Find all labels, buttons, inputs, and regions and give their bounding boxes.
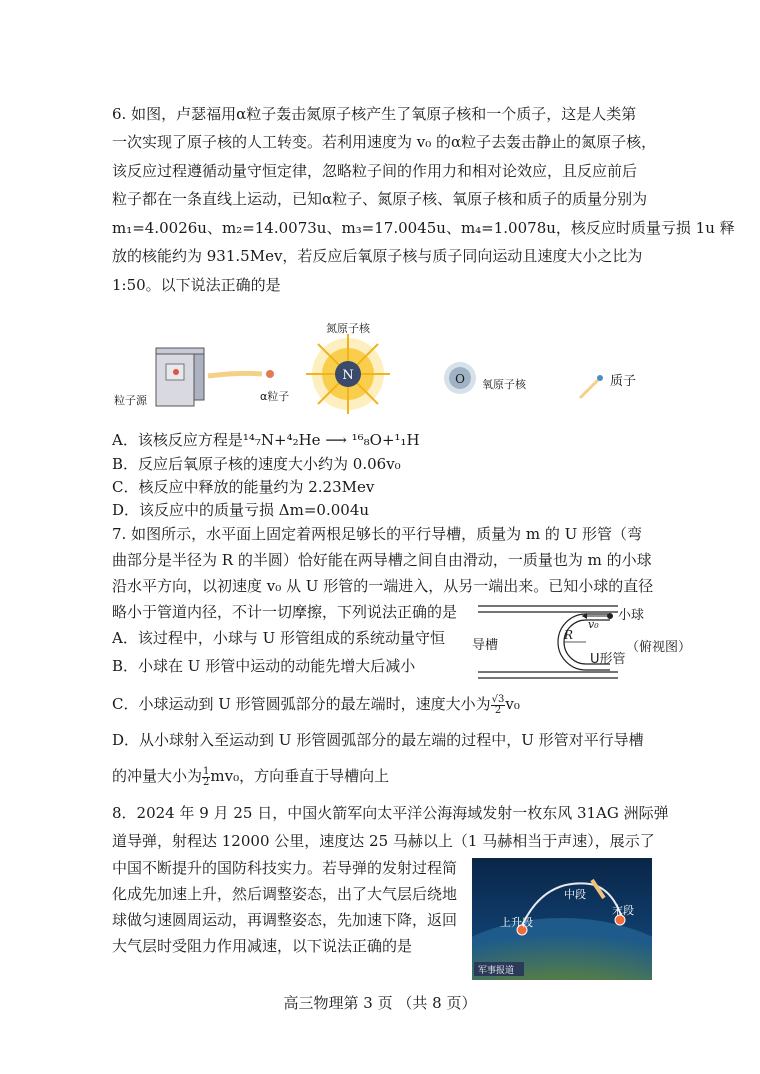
- q7-option-b: B．小球在 U 形管中运动的动能先增大后减小: [112, 657, 416, 675]
- q8-figure-svg: [472, 858, 652, 980]
- nitrogen-label: 氮原子核: [326, 322, 370, 335]
- q6-option-d: D．该反应中的质量亏损 Δm=0.004u: [112, 501, 370, 519]
- rail-top-icon: [478, 606, 618, 612]
- ball-label: 小球: [618, 608, 645, 623]
- q6-option-a-equation: ¹⁴₇N+⁴₂He ⟶ ¹⁶₈O+¹₁H: [242, 431, 420, 449]
- q7-option-d-frac-den: 2: [203, 776, 210, 788]
- q7-line-4: 略小于管道内径，不计一切摩擦，下列说法正确的是: [112, 603, 458, 621]
- q7-option-c-fraction: [491, 695, 506, 716]
- proton-icon: [580, 375, 603, 398]
- q6-line-2: 一次实现了原子核的人工转变。若利用速度为 v₀ 的α粒子去轰击静止的氮原子核，: [112, 133, 657, 151]
- oxygen-symbol: O: [455, 372, 465, 386]
- particle-source-label: 粒子源: [114, 394, 147, 407]
- rail-label: 导槽: [472, 638, 499, 653]
- q8-line-3: 中国不断提升的国防科技实力。若导弹的发射过程简: [112, 859, 458, 877]
- particle-source-icon: [156, 348, 204, 406]
- q7-figure: [470, 600, 700, 684]
- rail-bottom-icon: [478, 672, 618, 678]
- view-label: （俯视图）: [626, 640, 692, 655]
- caption-label: 军事报道: [478, 966, 515, 976]
- q6-line-6: 放的核能约为 931.5Mev，若反应后氧原子核与质子同向运动且速度大小之比为: [112, 247, 643, 265]
- q8-line-2: 道导弹，射程达 12000 公里，速度达 25 马赫以上（1 马赫相当于声速），展示了: [112, 832, 655, 850]
- rise-label: 上升段: [500, 916, 533, 929]
- q6-figure: [110, 316, 650, 416]
- oxygen-label: 氧原子核: [482, 378, 526, 391]
- q6-line-4: 粒子都在一条直线上运动，已知α粒子、氮原子核、氧原子核和质子的质量分别为: [112, 190, 648, 208]
- end-label: 末段: [612, 904, 634, 917]
- velocity-label: v₀: [588, 618, 599, 631]
- q6-option-a-text: A．该核反应方程是: [112, 431, 243, 449]
- q6-line-5: m₁=4.0026u、m₂=14.0073u、m₃=17.0045u、m₄=1.0078u，核反应时质量亏损 1u 释: [112, 219, 735, 237]
- q6-option-b: B．反应后氧原子核的速度大小约为 0.06v₀: [112, 455, 401, 473]
- q7-option-c-text: C．小球运动到 U 形管圆弧部分的最左端时，速度大小为: [112, 695, 491, 713]
- q7-option-c-frac-den: 2: [494, 704, 502, 716]
- q8-figure: [472, 858, 652, 980]
- q7-option-c: [112, 694, 520, 716]
- alpha-beam-icon: [208, 370, 274, 378]
- q7-line-3: 沿水平方向，以初速度 v₀ 从 U 形管的一端进入，从另一端出来。已知小球的直径: [112, 577, 654, 595]
- q8-line-1: 8．2024 年 9 月 25 日，中国火箭军向太平洋公海海域发射一枚东风 31AG 洲际弹: [112, 804, 669, 822]
- q7-option-c-suffix: v₀: [505, 695, 520, 713]
- q7-option-d-line-2: [112, 766, 389, 788]
- q7-option-d-line-1: D．从小球射入至运动到 U 形管圆弧部分的最左端的过程中，U 形管对平行导槽: [112, 731, 644, 749]
- ball-icon: [607, 613, 613, 619]
- q6-line-3: 该反应过程遵循动量守恒定律，忽略粒子间的作用力和相对论效应，且反应前后: [112, 162, 638, 180]
- page-footer: 高三物理第 3 页 （共 8 页）: [283, 994, 477, 1012]
- nitrogen-symbol: N: [342, 368, 354, 383]
- q8-line-6: 大气层时受阻力作用减速，以下说法正确的是: [112, 937, 413, 955]
- q7-option-a: A．该过程中，小球与 U 形管组成的系统动量守恒: [112, 629, 446, 647]
- q7-option-d-frac-num: 1: [203, 765, 210, 777]
- tube-label: U形管: [590, 652, 626, 667]
- q8-line-5: 球做匀速圆周运动，再调整姿态，先加速下降，返回: [112, 911, 458, 929]
- q6-figure-svg: [110, 316, 650, 416]
- q6-line-1: 6. 如图，卢瑟福用α粒子轰击氮原子核产生了氧原子核和一个质子，这是人类第: [112, 105, 637, 123]
- q7-line-2: 曲部分是半径为 R 的半圆）恰好能在两导槽之间自由滑动，一质量也为 m 的小球: [112, 551, 652, 569]
- q6-option-a: [112, 430, 420, 450]
- q7-option-c-frac-num: √3: [491, 693, 505, 705]
- proton-label: 质子: [610, 374, 637, 389]
- alpha-label: α粒子: [260, 390, 290, 403]
- radius-label: R: [564, 628, 574, 642]
- q6-option-c: C．核反应中释放的能量约为 2.23Mev: [112, 478, 375, 496]
- q7-option-d-suffix: mv₀，方向垂直于导槽向上: [210, 767, 390, 785]
- q6-line-7: 1:50。以下说法正确的是: [112, 276, 281, 294]
- q8-line-4: 化成先加速上升，然后调整姿态，出了大气层后绕地: [112, 885, 458, 903]
- q7-line-1: 7. 如图所示，水平面上固定着两根足够长的平行导槽，质量为 m 的 U 形管（弯: [112, 525, 643, 543]
- q7-option-d-text: 的冲量大小为: [112, 767, 203, 785]
- mid-label: 中段: [564, 888, 586, 901]
